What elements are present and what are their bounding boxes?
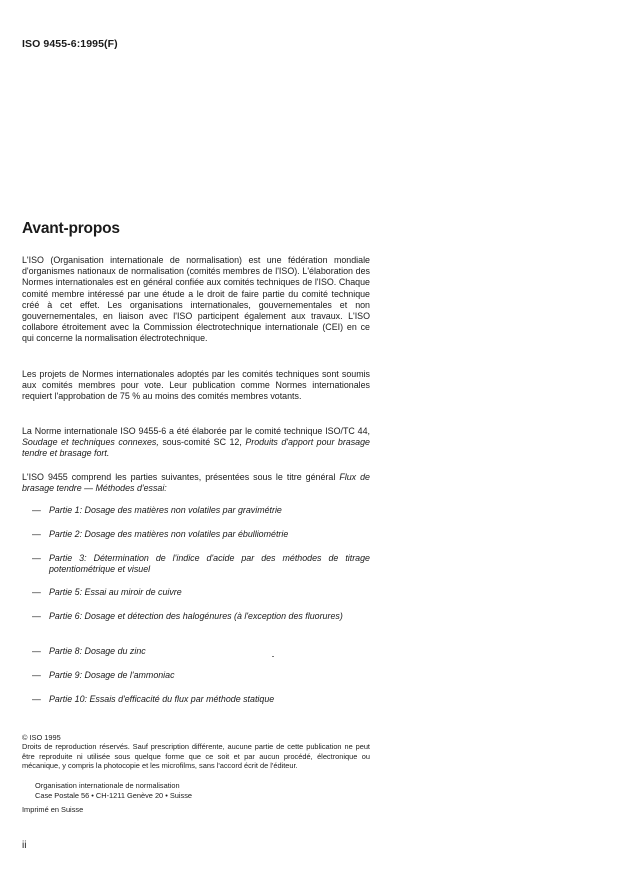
org-address: Case Postale 56 • CH-1211 Genève 20 • Suisse [35, 791, 193, 800]
dash-marker: — [32, 694, 41, 704]
dash-marker: — [32, 587, 41, 597]
list-item [32, 587, 370, 598]
part-label: Partie 10: [49, 694, 87, 704]
paragraph-parts-intro [22, 472, 370, 494]
org-name: Organisation internationale de normalisation [35, 781, 180, 790]
paragraph-text: L'ISO 9455 comprend les parties suivantes, présentées sous le titre général [22, 472, 336, 482]
paragraph-text: sous-comité SC 12, [162, 437, 242, 448]
printed-in: Imprimé en Suisse [22, 805, 84, 814]
dash-marker: — [32, 670, 41, 680]
part-title: Essais d'efficacité du flux par méthode statique [89, 694, 275, 704]
part-label: Partie 3: [49, 553, 87, 563]
paragraph-text: L'ISO (Organisation internationale de normalisation) est une fédération mondiale d'organismes nationaux de normalisation (comités membres de l'ISO). L'élaboration des Normes internationales est en général confiée aux comités techniques de l'ISO. Chaque comité membre intéressé par une étude a le droit de faire partie du comité technique créé à cet effet. Les organisations internationales, gouvernementales et non gouvernementales, en liaison avec l'ISO participent également aux travaux. L'ISO collabore étroitement avec la Commission électrotechnique internationale (CEI) en ce qui concerne la normalisation électrotechnique. [22, 255, 370, 344]
subcommittee-title: Produits d'apport pour brasage tendre et brasage fort. [22, 437, 370, 459]
list-item [32, 611, 370, 622]
part-title: Dosage de l'ammoniac [84, 670, 175, 680]
paragraph-vote [22, 369, 370, 403]
part-label: Partie 9: [49, 670, 83, 680]
paragraph-iso-intro [22, 255, 370, 345]
part-title: Essai au miroir de cuivre [84, 587, 182, 597]
dash-marker: — [32, 529, 41, 539]
copyright-line: © ISO 1995 [22, 733, 61, 742]
part-label: Partie 5: [49, 587, 83, 597]
list-item [32, 694, 370, 705]
part-label: Partie 2: [49, 529, 83, 539]
part-title: Détermination de l'indice d'acide par des méthodes de titrage potentiométrique et visuel [49, 553, 370, 575]
scan-speck [272, 656, 274, 657]
dash-marker: — [32, 505, 41, 515]
paragraph-text: Les projets de Normes internationales adoptés par les comités techniques sont soumis aux comités membres pour vote. Leur publication comme Normes internationales requiert l'approbation de 75 % au moins des comités membres votants. [22, 369, 370, 402]
paragraph-text: La Norme internationale ISO 9455-6 a été élaborée par le comité technique ISO/TC 44, [22, 426, 370, 436]
part-label: Partie 6: [49, 611, 83, 621]
dash-marker: — [32, 553, 41, 563]
committee-title: Soudage et techniques connexes, [22, 437, 159, 448]
page-number: ii [22, 840, 27, 851]
paragraph-elaboration [22, 426, 370, 460]
part-label: Partie 8: [49, 646, 83, 656]
dash-marker: — [32, 611, 41, 621]
series-title: Flux de brasage tendre — Méthodes d'essai: [22, 472, 370, 494]
part-label: Partie 1: [49, 505, 83, 515]
dash-marker: — [32, 646, 41, 656]
rights-notice: Droits de reproduction réservés. Sauf prescription différente, aucune partie de cette publication ne peut être reproduite ni utilisée sous quelque forme que ce soit et par aucun procédé, électronique ou mécanique, y compris la photocopie et les microfilms, sans l'accord écrit de l'éditeur. [22, 742, 370, 771]
list-item [32, 670, 370, 681]
part-title: Dosage du zinc [84, 646, 146, 656]
document-header: ISO 9455-6:1995(F) [22, 38, 118, 50]
list-item [32, 553, 370, 575]
section-title: Avant-propos [22, 220, 120, 237]
list-item [32, 646, 370, 657]
list-item [32, 505, 370, 516]
list-item [32, 529, 370, 540]
part-title: Dosage des matières non volatiles par gravimétrie [84, 505, 282, 515]
part-title: Dosage des matières non volatiles par ébulliométrie [84, 529, 289, 539]
part-title: Dosage et détection des halogénures (à l'exception des fluorures) [84, 611, 343, 621]
